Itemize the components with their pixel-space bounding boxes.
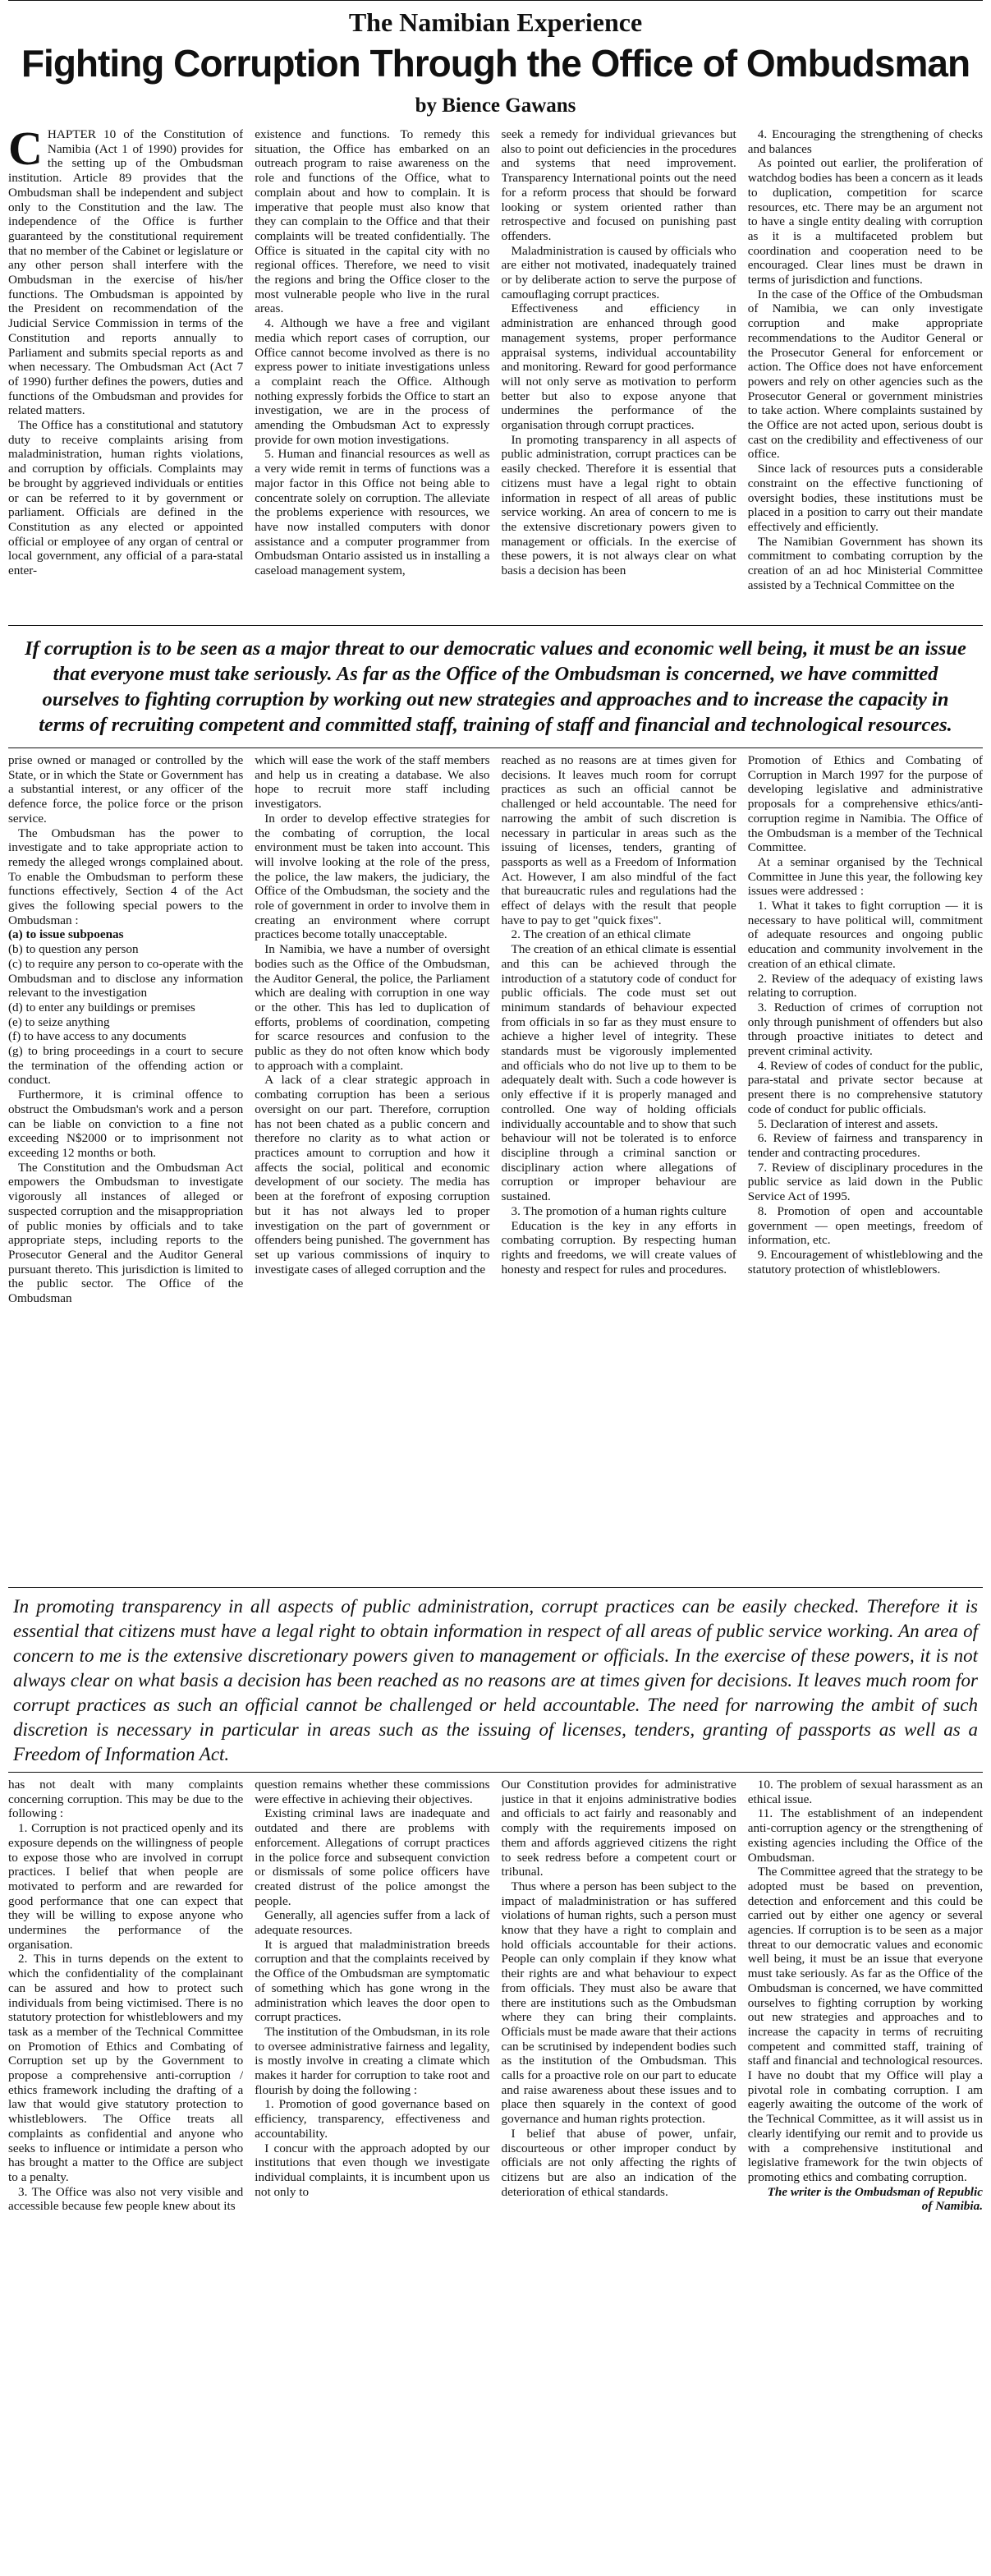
paragraph: 4. Although we have a free and vigilant media which report cases of corruption, our Office cannot become involved as there is no express power to initiate investigations unless a complaint reach the Office. Although nothing expressly forbids the Office to start an investigation, we are in the process of amending the Ombudsman Act to expressly provide for own motion investigations.: [255, 316, 490, 447]
issue-item: 8. Promotion of open and accountable government — open meetings, freedom of information, etc.: [747, 1203, 983, 1248]
paragraph: In promoting transparency in all aspects of public administration, corrupt practices can be easily checked. Therefore it is essential that citizens must have a legal right to obtain information in respect of all areas of public service working. An area of concern to me is the extensive discretionary powers given to management or officials. In the exercise of these powers, it is not always clear on what basis a decision has been: [501, 432, 736, 578]
paragraph: Effectiveness and efficiency in administration are enhanced through good management systems, proper performance appraisal systems, individual accountability and monitoring. Reward for good performance will not only serve as motivation to perform better but also to expose anyone that undermines the performance of the organisation through corrupt practices.: [501, 301, 736, 433]
paragraph: which will ease the work of the staff members and help us in creating a database. We also hope to recruit more staff including investigators.: [255, 753, 490, 812]
byline: by Bience Gawans: [415, 94, 576, 117]
band2-column-1: [8, 753, 243, 1587]
paragraph: A lack of a clear strategic approach in combating corruption has been a serious oversight on our part. Therefore, corruption has not been chated as a public concern and therefore no clarity as to what action or practices amount to corruption and how it affects the social, political and economic development of our society. The media has been at the forefront of exposing corruption but it has not always led to proper investigation on the part of government or offenders being punished. The government has set up various commissions of inquiry to investigate cases of alleged corruption and the: [255, 1073, 490, 1276]
issue-item: 4. Review of codes of conduct for the public, para-statal and private sector because at present there is no comprehensive statutory code of conduct for public officials.: [747, 1058, 983, 1116]
paragraph: prise owned or managed or controlled by the State, or in which the State or Government has a substantial interest, or any officer of the defence force, the police force or the prison service.: [8, 753, 244, 826]
band3-column-1: [8, 1778, 243, 2539]
paragraph: The Ombudsman has the power to investigate and to take appropriate action to remedy the alleged wrongs complained about. To enable the Ombudsman to perform these functions effectively, Section 4 of the Act gives the following special powers to the Ombudsman :: [8, 826, 244, 927]
band2-column-4: [748, 753, 983, 1587]
paragraph: Maladministration is caused by officials who are either not motivated, inadequately trained or by deliberate action to serve the purpose of camouflaging corrupt practices.: [501, 243, 736, 301]
subheading: 3. The promotion of a human rights culture: [511, 1203, 727, 1218]
issue-item: 3. Reduction of crimes of corruption not only through punishment of offenders but also through proactive initiates to detect and prevent criminal activity.: [747, 1000, 983, 1059]
issue-item: 6. Review of fairness and transparency in tender and contracting procedures.: [747, 1131, 983, 1160]
power-item: (d) to enter any buildings or premises: [8, 1000, 195, 1014]
band2-column-3: [502, 753, 736, 1587]
power-item: (e) to seize anything: [8, 1014, 110, 1029]
top-rule: [8, 0, 983, 1]
paragraph: It is argued that maladministration breeds corruption and that the complaints received by the Office of the Ombudsman are symptomatic of something which has gone wrong in the administration which leaves the door open to corrupt practices.: [255, 1937, 490, 2025]
paragraph: Generally, all agencies suffer from a lack of adequate resources.: [255, 1908, 490, 1938]
issue-item: 2. Review of the adequacy of existing laws relating to corruption.: [747, 971, 983, 1000]
issue-item: 1. What it takes to fight corruption — it is necessary to have political will, commitment of adequate resources and ongoing public education and community involvement in the creation of an ethical climate.: [747, 899, 983, 971]
paragraph: has not dealt with many complaints concerning corruption. This may be due to the following :: [8, 1778, 244, 1821]
pullquote-top: If corruption is to be seen as a major threat to our democratic values and economic well being, it must be an issue that everyone must take seriously. As far as the Office of the Ombudsman is concerned, we have committed ourselves to fighting corruption by working out new strategies and approaches and to increase the capacity in terms of recruiting competent and committed staff, training of staff and financial and technological resources.: [25, 637, 966, 736]
paragraph: The Namibian Government has shown its commitment to combating corruption by the creation of an ad hoc Ministerial Committee assisted by a Technical Committee on the: [747, 534, 983, 592]
paragraph: In order to develop effective strategies for the combating of corruption, the local environment must be taken into account. This will involve looking at the role of the press, the police, the law makers, the judiciary, the Office of the Ombudsman, the society and the role of government in order to involve them in creating an environment where corrupt practices become totally unacceptable.: [255, 811, 490, 942]
paragraph: 3. The Office was also not very visible and accessible because few people knew about its: [8, 2184, 244, 2214]
paragraph: Promotion of Ethics and Combating of Corruption in March 1997 for the purpose of developing legislative and administrative proposals for a comprehensive ethics/anti-corruption regime in Namibia. The Office of the Ombudsman is a member of the Technical Committee.: [747, 753, 983, 855]
paragraph: The Constitution and the Ombudsman Act empowers the Ombudsman to investigate vigorously all instances of alleged or suspected corruption and the misappropriation of public monies by officials and to take appropriate steps, including reports to the Prosecutor General and the Auditor General pursuant thereto. This jurisdiction is limited to the public sector. The Office of the Ombudsman: [8, 1160, 244, 1306]
article-band-3: [8, 1773, 983, 2539]
paragraph: 4. Encouraging the strengthening of checks and balances: [747, 127, 983, 156]
power-item: (g) to bring proceedings in a court to secure the termination of the offending action or conduct.: [8, 1044, 244, 1088]
band1-column-1: [8, 127, 243, 625]
section-title: The Namibian Experience: [348, 7, 643, 37]
paragraph: 10. The problem of sexual harassment as an ethical issue.: [747, 1778, 983, 1806]
band1-column-2: [255, 127, 489, 625]
headline: Fighting Corruption Through the Office of Ombudsman: [21, 42, 970, 85]
issue-item: 9. Encouragement of whistleblowing and the statutory protection of whistleblowers.: [747, 1247, 983, 1276]
paragraph: 1. Corruption is not practiced openly and its exposure depends on the willingness of people to expose those who are involved in corrupt practices. I belief that when people are motivated to perform and are rewarded for good performance that one can expect that they will be willing to expose anyone who undermines the performance of the organisation.: [8, 1821, 244, 1952]
issue-item: 7. Review of disciplinary procedures in the public service as laid down in the Public Service Act of 1995.: [747, 1160, 983, 1204]
paragraph: At a seminar organised by the Technical Committee in June this year, the following key issues were addressed :: [747, 854, 983, 899]
article-band-1: [8, 127, 983, 625]
band1-column-3: [502, 127, 736, 625]
paragraph: Since lack of resources puts a considerable constraint on the effective functioning of oversight bodies, these institutions must be placed in a position to carry out their mandate effectively and efficiently.: [747, 462, 983, 534]
paragraph: Education is the key in any efforts in combating corruption. By respecting human rights and freedoms, we will create values of honesty and respect for rules and procedures.: [501, 1218, 736, 1276]
article-band-2: [8, 748, 983, 1587]
paragraph: 2. This in turns depends on the extent to which the confidentiality of the complainant can be assured and how to protect such individuals from being victimised. There is no statutory protection for whistleblowers and my task as a member of the Technical Committee on Promotion of Ethics and Combating of Corruption set up by the Government to propose a comprehensive anti-corruption / ethics framework including the drafting of a law that would give statutory protection to whistleblowers. The Office treats all complaints as confidential and anyone who seeks to influence or intimidate a person who has brought a matter to the Office are subject to a penalty.: [8, 1952, 244, 2184]
paragraph: The Office has a constitutional and statutory duty to receive complaints arising from maladministration, human rights violations, and corruption by officials. Complaints may be brought by aggrieved individuals or entities or can be referred to it by government or parliament. Officials are defined in the Constitution as any elected or appointed official or employee of any organ of central or local government, any official of a para-statal enter-: [8, 418, 244, 578]
paragraph: seek a remedy for individual grievances but also to point out deficiencies in the procedures and systems that need improvement. Transparency International points out the need for a reform process that should be forward looking or system oriented rather than retrospective and focused on punishing past offenders.: [501, 127, 736, 243]
pullquote-middle: In promoting transparency in all aspects of public administration, corrupt practices can be easily checked. Therefore it is essential that citizens must have a legal right to obtain information in respect of all areas of public service working. An area of concern to me is the extensive discretionary powers given to management or officials. In the exercise of these powers, it is not always clear on what basis a decision has been reached as no reasons are at times given for decisions. It leaves much room for corrupt practices as such an official cannot be challenged or held accountable. The need for narrowing the ambit of such discretion is necessary in particular in areas such as the issuing of licenses, tenders, granting of passports as well as a Freedom of Information Act.: [13, 1596, 978, 1764]
paragraph: question remains whether these commissions were effective in achieving their objectives.: [255, 1778, 490, 1806]
issue-item: 5. Declaration of interest and assets.: [757, 1116, 938, 1131]
opening-paragraph: CHAPTER 10 of the Constitution of Namibia (Act 1 of 1990) provides for the setting up of the Ombudsman institution. Article 89 provides that the Ombudsman shall be independent and subject only to the Constitution and the law. The independence of the Office is further guaranteed by the constitutional requirement that no member of the Cabinet or legislature or any other person shall interfere with the Ombudsman in the exercise of his/her functions. The Ombudsman is appointed by the President on recommendation of the Judicial Service Commission in terms of the Constitution and reports annually to Parliament and submits special reports as and when necessary. The Ombudsman Act (Act 7 of 1990) further defines the powers, duties and functions of the Ombudsman and provides for related matters.: [8, 127, 244, 418]
paragraph: 5. Human and financial resources as well as a very wide remit in terms of functions was a major factor in this Office not being able to concentrate solely on corruption. The alleviate the problems experience with resources, we have now installed computers with donor assistance and a computer programmer from Ombudsman Ontario assisted us in installing a caseload management system,: [255, 447, 490, 578]
paragraph: The creation of an ethical climate is essential and this can be achieved through the introduction of a statutory code of conduct for public officials. The code must set out minimum standards of behaviour expected from officials in so far as they must ensure to achieve a higher level of integrity. These standards must be vigorously implemented and officials who do not live up to them to be adequately dealt with. Such a code however is only effective if it is properly managed and controlled. One way of holding officials individually accountable and to show that such behaviour will not be tolerated is to enforce discipline through a criminal sanction or disciplinary action where allegations of corruption or improper behaviour are sustained.: [501, 942, 736, 1204]
band3-column-4: [748, 1778, 983, 2539]
paragraph: 11. The establishment of an independent anti-corruption agency or the strengthening of existing agencies including the Office of the Ombudsman.: [747, 1806, 983, 1865]
drop-cap: C: [8, 127, 43, 175]
power-item: (c) to require any person to co-operate with the Ombudsman and to disclose any information relevant to the investigation: [8, 956, 244, 1000]
paragraph: I concur with the approach adopted by our institutions that even though we investigate individual complaints, it is incumbent upon us not only to: [255, 2141, 490, 2199]
power-item: (f) to have access to any documents: [8, 1029, 186, 1044]
paragraph: Thus where a person has been subject to the impact of maladministration or has suffered violations of human rights, such a person must know that they have a right to complain and hold officials accountable for their actions. People can only complain if they know what their rights are and what behaviour to expect from officials. They must also be aware that there are institutions such as the Ombudsman where they can bring their complaints. Officials must be made aware that their actions can be scrutinised by independent bodies such as the institution of the Ombudsman. This calls for a proactive role on our part to educate and raise awareness about these issues and to place then squarely in the context of good governance and human rights protection.: [501, 1879, 736, 2127]
author-credit: The writer is the Ombudsman of Republic of Namibia.: [767, 2184, 983, 2214]
band2-column-2: [255, 753, 489, 1587]
paragraph: Our Constitution provides for administrative justice in that it enjoins administrative bodies and officials to act fairly and reasonably and comply with the requirements imposed on them and affords aggrieved citizens the right to seek redress before a competent court or tribunal.: [501, 1778, 736, 1879]
paragraph: In the case of the Office of the Ombudsman of Namibia, we can only investigate corruption and make appropriate recommendations to the Auditor General or the Prosecutor General for enforcement or action. The Office does not have enforcement powers and rely on other agencies such as the Prosecutor General or government ministries to take action. Where complaints sustained by the Office are not acted upon, serious doubt is cast on the credibility and effectiveness of our office.: [747, 287, 983, 462]
paragraph: I belief that abuse of power, unfair, discourteous or other improper conduct by officials are not only affecting the rights of citizens but are also an indication of the deterioration of ethical standards.: [501, 2126, 736, 2199]
paragraph: 1. Promotion of good governance based on efficiency, transparency, effectiveness and accountability.: [255, 2097, 490, 2141]
paragraph: Furthermore, it is criminal offence to obstruct the Ombudsman's work and a person can be liable on conviction to a fine not exceeding N$2000 or to imprisonment not exceeding 12 months or both.: [8, 1088, 244, 1160]
paragraph: Existing criminal laws are inadequate and outdated and there are problems with enforcement. Allegations of corrupt practices in the police force and subsequent conviction or dismissals of some police officers have created distrust of the police amongst the people.: [255, 1806, 490, 1908]
band1-column-4: [748, 127, 983, 625]
subheading: 2. The creation of an ethical climate: [511, 927, 691, 942]
band3-column-3: [502, 1778, 736, 2539]
power-item: (a) to issue subpoenas: [8, 927, 124, 942]
power-item: (b) to question any person: [8, 942, 139, 957]
paragraph: reached as no reasons are at times given for decisions. It leaves much room for corrupt practices as such an official cannot be challenged or held accountable. The need for narrowing the ambit of such discretion is necessary in particular in areas such as the issuing of licenses, tenders, granting of passports as well as a Freedom of Information Act. However, I am also mindful of the fact that bureaucratic rules and regulations had the effect of delays with the result that people have to pay to get "quick fixes".: [501, 753, 736, 927]
paragraph: In Namibia, we have a number of oversight bodies such as the Office of the Ombudsman, the Auditor General, the police, the Parliament which are dealing with corruption in one way or the other. This has led to duplication of efforts, problems of coordination, competing for scarce resources and confusion to the public as they do not often know which body to approach with a complaint.: [255, 942, 490, 1073]
paragraph: existence and functions. To remedy this situation, the Office has embarked on an outreach program to raise awareness on the role and functions of the Office, what to complain about and how to complain. It is imperative that people must also know that they can complain to the Office and that their complaints will be treated confidentially. The Office is situated in the capital city with no regional offices. Therefore, we need to visit the regions and bring the Office closer to the most vulnerable people who live in the rural areas.: [255, 127, 490, 316]
paragraph: The institution of the Ombudsman, in its role to oversee administrative fairness and legality, is mostly involve in creating a climate which makes it harder for corruption to take root and flourish by doing the following :: [255, 2024, 490, 2097]
paragraph: As pointed out earlier, the proliferation of watchdog bodies has been a concern as it leads to duplication, competition for scarce resources, etc. There may be an argument not to have a single entity dealing with corruption as it is a multifaceted problem but coordination and cooperation need to be encouraged. Clear lines must be drawn in terms of jurisdiction and functions.: [747, 156, 983, 288]
band3-column-2: [255, 1778, 489, 2539]
paragraph: The Committee agreed that the strategy to be adopted must be based on prevention, detection and enforcement and this could be carried out by either one agency or several agencies. If corruption is to be seen as a major threat to our democratic values and economic well being, it must be an issue that everyone must take seriously. As far as the Office of the Ombudsman is concerned, we have committed ourselves to fighting corruption by working out new strategies and approaches and to increase the capacity in terms of recruiting competent and committed staff, training of staff and financial and technological resources. I have no doubt that my Office will play a pivotal role in combating corruption. I am eagerly awaiting the outcome of the work of the Technical Committee, as it will assist us in clearly identifying our remit and to provide us with a comprehensive institutional and legislative framework for the twin objects of promoting ethics and combating corruption.: [747, 1865, 983, 2184]
